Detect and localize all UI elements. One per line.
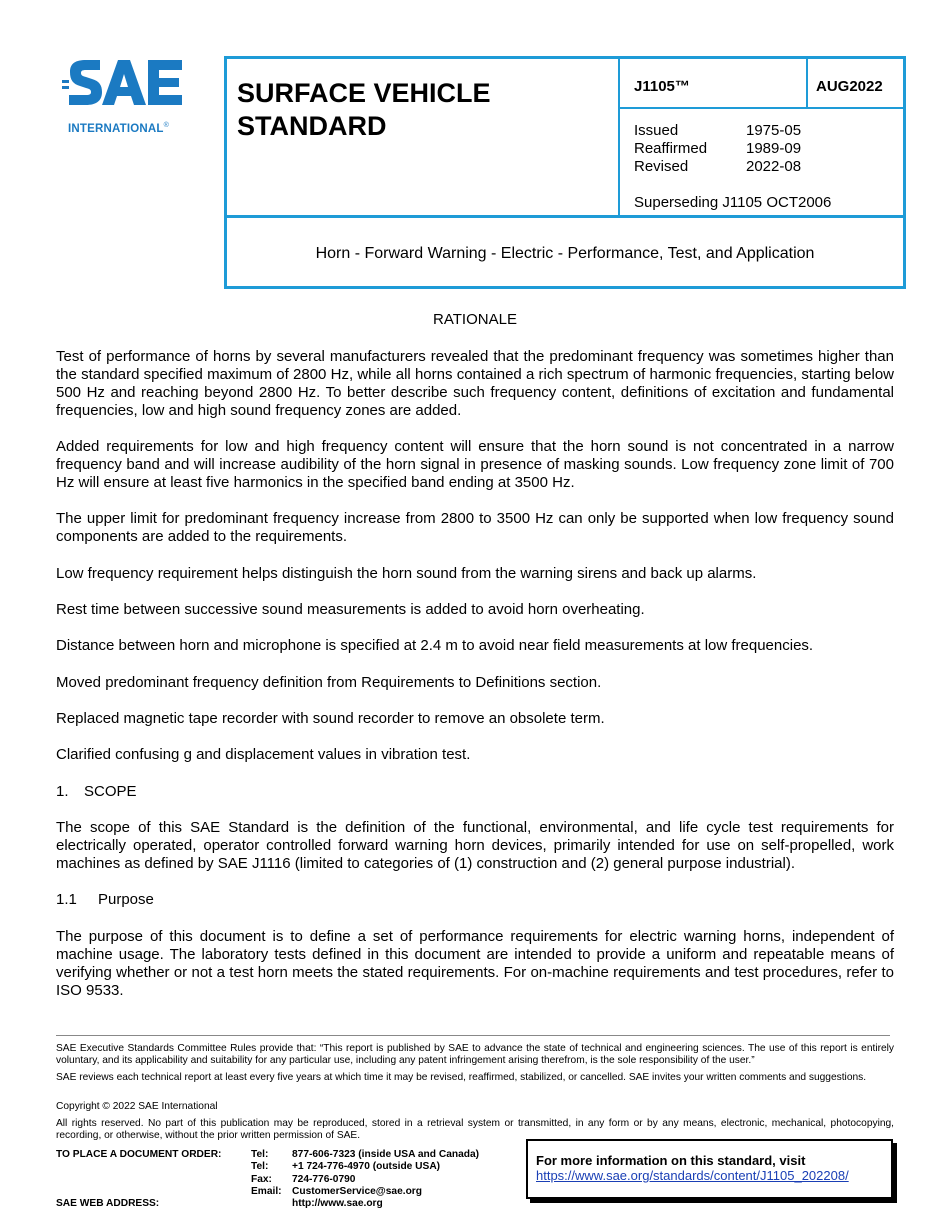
footer-rights-text: All rights reserved. No part of this publication may be reproduced, stored in a retrieval system or transmitted, in any form or by any means, electronic, mechanical, photocopying, recording, or otherwise, without the prior written permission of SAE. xyxy=(56,1118,894,1141)
document-date: AUG2022 xyxy=(816,78,883,95)
paragraph: The upper limit for predominant frequency increase from 2800 to 3500 Hz can only be supported when low frequency sound components are added to the requirements. xyxy=(56,510,894,545)
history-row: Reaffirmed 1989-09 xyxy=(634,140,802,157)
paragraph: Test of performance of horns by several manufacturers revealed that the predominant frequency was sometimes higher than the standard specified maximum of 2800 Hz, while all horns contained a rich spectrum of harmonic frequencies, starting below 500 Hz and reaching beyond 2800 Hz. To better describe such frequency content, definitions of excitation and fundamental frequencies, low and high sound frequency zones are added. xyxy=(56,348,894,419)
divider xyxy=(618,107,906,109)
order-contacts xyxy=(251,1149,479,1210)
footer-divider xyxy=(56,1035,890,1036)
history-row: Revised 2022-08 xyxy=(634,158,802,175)
paragraph: Rest time between successive sound measurements is added to avoid horn overheating. xyxy=(56,601,645,618)
web-address-label: SAE WEB ADDRESS: xyxy=(56,1198,160,1209)
footer-copyright: Copyright © 2022 SAE International xyxy=(56,1101,218,1112)
divider xyxy=(224,215,906,218)
paragraph: Moved predominant frequency definition from Requirements to Definitions section. xyxy=(56,674,602,691)
revision-history xyxy=(634,122,801,176)
rationale-heading: RATIONALE xyxy=(433,311,517,328)
section-heading-scope: 1. SCOPE xyxy=(56,783,137,800)
superseding-note: Superseding J1105 OCT2006 xyxy=(634,194,832,211)
divider xyxy=(618,56,620,217)
more-info-box xyxy=(526,1139,893,1199)
order-label: TO PLACE A DOCUMENT ORDER: xyxy=(56,1149,222,1160)
contact-row xyxy=(251,1198,479,1210)
paragraph: Replaced magnetic tape recorder with sound recorder to remove an obsolete term. xyxy=(56,710,605,727)
paragraph: Distance between horn and microphone is specified at 2.4 m to avoid near field measurements at low frequencies. xyxy=(56,637,814,654)
contact-row: Email: CustomerService@sae.org xyxy=(251,1185,422,1197)
document-type: SURFACE VEHICLE STANDARD xyxy=(237,78,491,141)
contact-row: Tel: +1 724-776-4970 (outside USA) xyxy=(251,1161,441,1173)
document-title: Horn - Forward Warning - Electric - Performance, Test, and Application xyxy=(315,245,815,262)
footer-rules-text: SAE Executive Standards Committee Rules provide that: “This report is published by SAE to advance the state of technical and engineering sciences. The use of this report is entirely voluntary, and its applicability and suitability for any particular use, including any patent infringement arising therefrom, is the sole responsibility of the user.” xyxy=(56,1043,894,1066)
section-heading-purpose: 1.1 Purpose xyxy=(56,891,154,908)
email-link[interactable]: CustomerService@sae.org xyxy=(292,1185,422,1197)
standard-link[interactable]: https://www.sae.org/standards/content/J1105_202208/ xyxy=(536,1168,849,1183)
more-info-heading: For more information on this standard, visit xyxy=(536,1153,806,1168)
web-address-link[interactable]: http://www.sae.org xyxy=(292,1198,383,1210)
history-row: Issued 1975-05 xyxy=(634,122,802,139)
paragraph: Low frequency requirement helps distinguish the horn sound from the warning sirens and back up alarms. xyxy=(56,565,757,582)
paragraph: Added requirements for low and high frequency content will ensure that the horn sound is not concentrated in a narrow frequency band and will increase audibility of the horn signal in presence of masking sounds. Low frequency zone limit of 700 Hz will ensure at least five harmonics in the specified band ending at 3500 Hz. xyxy=(56,438,894,491)
paragraph: The scope of this SAE Standard is the definition of the functional, environmental, and life cycle test requirements for electrically operated, operator controlled forward warning horn devices, primarily intended for use on self-propelled, work machines as defined by SAE J1116 (limited to categories of (1) construction and (2) general purpose industrial). xyxy=(56,819,894,872)
logo-subtitle: INTERNATIONAL® xyxy=(68,122,170,135)
divider xyxy=(806,56,808,109)
document-number: J1105™ xyxy=(634,78,690,95)
footer-review-text: SAE reviews each technical report at least every five years at which time it may be revised, reaffirmed, stabilized, or cancelled. SAE invites your written comments and suggestions. xyxy=(56,1072,867,1083)
contact-row: Tel: 877-606-7323 (inside USA and Canada) xyxy=(251,1149,480,1160)
paragraph: The purpose of this document is to define a set of performance requirements for electric warning horns, independent of machine usage. The laboratory tests defined in this document are intended to provide a uniform and repeatable means of verifying whether or not a test horn meets the stated requirements. For on-machine requirements and test procedures, refer to ISO 9533. xyxy=(56,928,894,999)
paragraph: Clarified confusing g and displacement values in vibration test. xyxy=(56,746,471,763)
contact-row: Fax: 724-776-0790 xyxy=(251,1173,356,1185)
